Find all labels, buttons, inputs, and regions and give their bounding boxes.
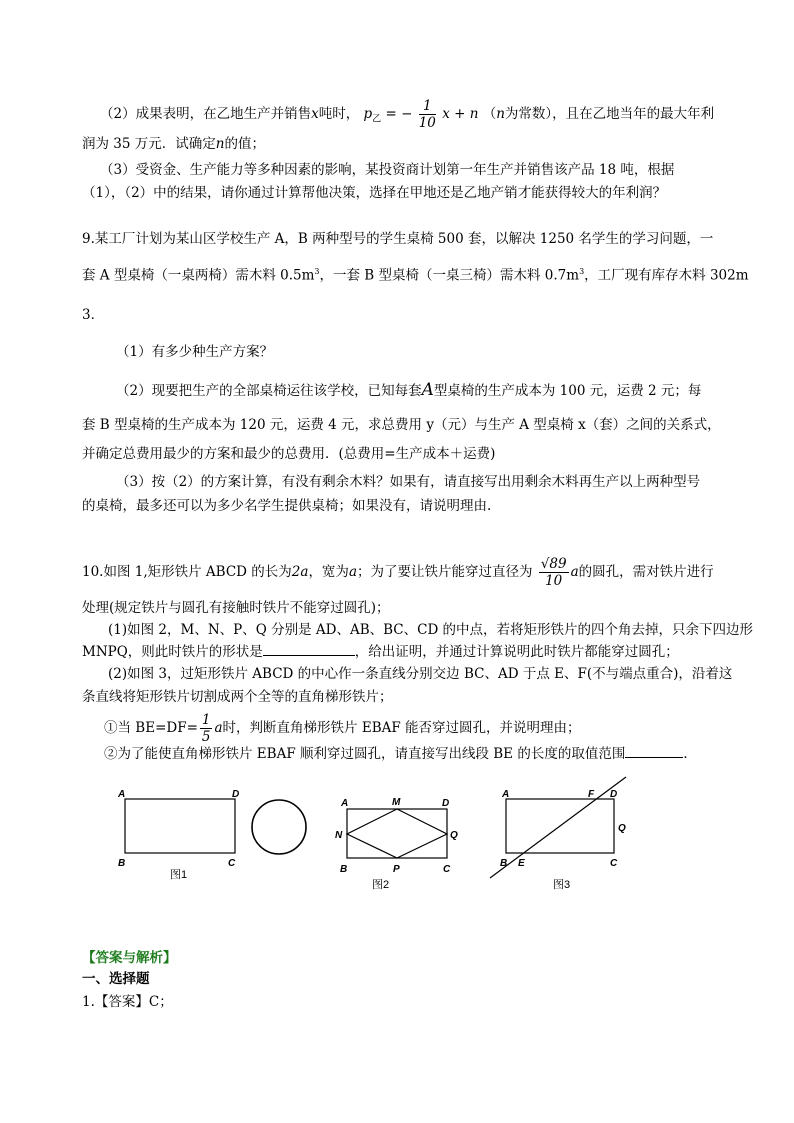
fig2-label-b: B [340,864,348,875]
superscript: 3 [314,267,320,276]
fig2-caption: 图2 [372,879,390,891]
fig1-label-d: D [232,789,240,800]
q10-part1-line2 [82,642,679,662]
fig2-rhombus-mnpq [347,809,447,858]
q10-sub1 [104,712,581,745]
figures [0,770,794,900]
var-2a: 2a [291,564,309,580]
q10-text: 10.如图 1,矩形铁片 ABCD 的长为 [82,564,292,580]
q9-line1: 9.某工厂计划为某山区学校生产 A，B 两种型号的学生桌椅 500 套，以解决 1250 名学生的学习问题，一 [82,231,714,247]
subscript: 乙 [372,114,382,125]
q8-part2-line1 [100,98,714,131]
q9-part2-line3: 并确定总费用最少的方案和最少的总费用．(总费用=生产成本＋运费) [82,446,496,462]
fig2-label-n: N [335,830,343,841]
fig2-label-m: M [392,797,401,808]
frac-den: 10 [418,115,436,131]
frac-num: √89 [540,556,567,572]
answers-heading: 【答案与解析】 [82,950,177,966]
fig1-circle-hole [252,800,306,854]
q9-part3-line1: （3）按（2）的方案计算，有没有剩余木料？如果有，请直接写出用剩余木料再生产以上两种型号 [116,474,701,490]
q9-text: ，一套 B 型桌椅（一桌三椅）需木料 0.7m [319,267,580,284]
fig3-label-d: D [610,789,618,800]
q10-sub2 [104,744,697,764]
frac-num: 1 [419,98,436,115]
fig3-label-a: A [502,789,510,800]
fig3-caption: 图3 [553,879,571,891]
fig3-label-f: F [588,789,595,800]
answer-blank[interactable] [263,655,355,656]
q8-text: 润为 35 万元．试确定 [82,136,216,152]
q8-part2-line2 [82,134,265,154]
q9-text: ，工厂现有库存木料 302m [584,267,749,284]
q10-line1 [82,556,714,589]
q8-text: 为常数），且在乙地当年的最大年利 [504,106,715,122]
fig3-cut-line [490,777,626,878]
q10-text: ②为了能使直角梯形铁片 EBAF 顺利穿过圆孔，请直接写出线段 BE 的长度的取值范围 [104,746,626,762]
superscript: 3 [579,267,585,276]
fraction-1-5 [200,712,213,745]
fig1-label-b: B [118,858,126,869]
q9-text: 型桌椅的生产成本为 100 元，运费 2 元；每 [433,383,702,399]
q9-part2-line1 [116,380,701,401]
q10-part2-line2: 条直线将矩形铁片切割成两个全等的直角梯形铁片； [82,689,393,705]
frac-den: 5 [201,729,211,745]
fig2-label-a: A [341,798,349,809]
q10-text: ． [683,746,697,762]
q8-text: 吨时， [318,106,360,122]
fig2-label-p: P [393,864,400,875]
q9-part1: （1）有多少种生产方案？ [116,344,274,360]
formula-rest: x + n [442,106,479,122]
q10-part2-line1: (2)如图 3，过矩形铁片 ABCD 的中心作一条直线分别交边 BC、AD 于点 E、F(不与端点重合)，沿着这 [108,666,733,682]
q8-text: 的值； [224,136,265,152]
q10-text: MNPQ，则此时铁片的形状是 [82,644,263,660]
fig3-label-e: E [518,858,525,869]
var-n: n [215,136,225,152]
var-a: a [348,564,357,580]
fig2-label-c: C [443,864,451,875]
frac-den: 10 [545,573,563,589]
fraction-1-10 [419,98,436,131]
fig1-label-c: C [228,858,236,869]
var-x: x [311,106,319,122]
var-a: a [570,564,579,580]
q10-line2: 处理(规定铁片与圆孔有接触时铁片不能穿过圆孔)； [82,600,390,616]
q10-part1-line1: (1)如图 2，M、N、P、Q 分别是 AD、AB、BC、CD 的中点，若将矩形铁片的四个角去掉，只余下四边形 [108,622,754,638]
q10-text: 的圆孔，需对铁片进行 [578,564,714,580]
fig1-label-a: A [118,789,126,800]
fig3-label-c: C [610,858,618,869]
q9-line3: 3． [82,307,105,323]
var-n: n [496,106,505,122]
q8-text: （2）成果表明，在乙地生产并销售 [100,106,312,122]
answer-blank[interactable] [625,757,683,758]
q9-text: 套 A 型桌椅（一桌两椅）需木料 0.5m [82,267,315,284]
q10-text: ，宽为 [308,564,349,580]
q9-text: （2）现要把生产的全部桌椅运往该学校，已知每套 [116,383,422,399]
answers-section-title: 一、选择题 [82,971,150,987]
fig2-rectangle [347,809,447,858]
fig1-rectangle [125,799,235,853]
q8-part3-line1: （3）受资金、生产能力等多种因素的影响，某投资商计划第一年生产并销售该产品 18 吨，根据 [100,162,675,178]
var-a: a [214,720,223,736]
var-A: A [421,380,434,400]
fig3-label-b: B [500,858,508,869]
var-p: p [363,106,373,122]
q9-part3-line2: 的桌椅，最多还可以为多少名学生提供桌椅；如果没有，请说明理由. [82,498,492,514]
q8-text: （ [482,106,497,122]
fig1-caption: 图1 [170,869,188,881]
answer-1: 1.【答案】C； [82,994,173,1010]
q10-text: ，给出证明，并通过计算说明此时铁片都能穿过圆孔； [354,644,679,660]
fig2-label-q: Q [450,830,458,841]
fig3-label-q: Q [618,823,626,834]
q8-part3-line2: （1），（2）中的结果，请你通过计算帮他决策，选择在甲地还是乙地产销才能获得较大的年利润？ [82,185,667,201]
q10-text: 时，判断直角梯形铁片 EBAF 能否穿过圆孔，并说明理由； [222,720,581,736]
equals: = − [385,106,413,122]
q10-text: ①当 BE=DF= [104,720,198,736]
frac-num: 1 [201,712,211,728]
fraction-sqrt89-10 [539,556,569,589]
q10-text: ；为了要让铁片能穿过直径为 [357,564,533,580]
q9-line2 [82,262,749,286]
fig2-label-d: D [442,798,450,809]
q9-part2-line2: 套 B 型桌椅的生产成本为 120 元，运费 4 元，求总费用 y（元）与生产 A 型桌椅 x（套）之间的关系式， [82,417,721,433]
